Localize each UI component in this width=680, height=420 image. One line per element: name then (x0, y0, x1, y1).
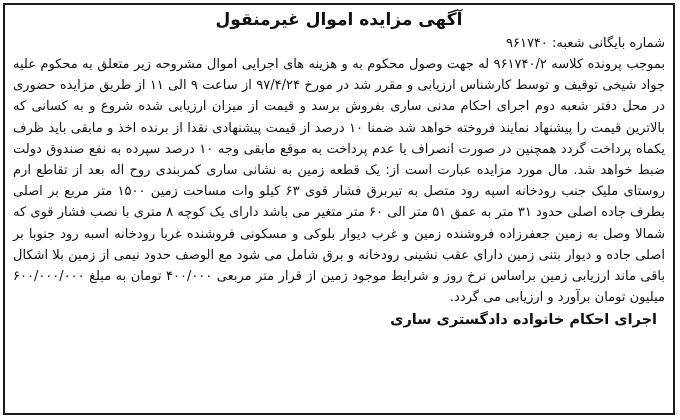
auction-notice (3, 3, 675, 415)
notice-title: آگهی مزایده اموال غیرمنقول (215, 10, 463, 30)
archive-number: شماره بایگانی شعبه: ۹۶۱۷۴۰ (506, 36, 665, 51)
notice-body: بموجب پرونده کلاسه ۹۶۱۷۴۰/۲ له جهت وصول محکوم به و هزینه های اجرایی اموال مشروحه زیر متعلق به محکوم علیه جواد شیخی توقیف و توسط کارشناس ارزیابی و مقرر شد در مورخ ۹۷/۴/۲۴ از ساعت ۹ الی ۱۱ از طریق مزایده حضوری در محل دفتر شعبه دوم اجرای احکام مدنی ساری بفروش برسد و قیمت از میزان ارزیابی شده شروع و به کسانی که بالاترین قیمت را پیشنهاد نمایند فروخته خواهد شد ضمنا ۱۰ درصد از قیمت پیشنهادی نقدا از برنده اخذ و مابقی باید ظرف یکماه پرداخت گردد همچنین در صورت انصراف یا عدم پرداخت به موقع مابقی وجه ۱۰ درصد سپرده به نفع صندوق دولت ضبط خواهد شد. مال مورد مزایده عبارت است از: یک قطعه زمین به نشانی ساری کمربندی روح اله بعد از تقاطع ارم روستای ملیک جنب رودخانه اسپه رود متصل به تیربرق فشار قوی ۶۳ کیلو وات مساحت زمین ۱۵۰۰ متر مربع بر اصلی بطرف جاده اصلی حدود ۳۱ متر به عمق ۵۱ متر الی ۶۰ متر متغیر می باشد دارای یک کوچه ۸ متری با نصب فشار قوی که شمالا وصل به زمین جعفرزاده فروشنده زمین و غرب دیوار بلوکی و مسکونی فروشنده غربا رودخانه اسبه رود جنوبا بر اصلی جاده و دیوار بتنی زمین دارای عقب نشینی رودخانه و برق شامل می شود مع الوصف حدود نیمی از زمین بلا اشکال باقی ماند ارزیابی زمین براساس نرخ روز و شرایط موجود زمین از قرار متر مربعی ۴۰۰/۰۰۰ تومان به مبلغ ۶۰۰/۰۰۰/۰۰۰ میلیون تومان برآورد و ارزیابی می گردد. (13, 57, 666, 306)
issuer-signature: اجرای احکام خانواده دادگستری ساری (390, 312, 657, 329)
